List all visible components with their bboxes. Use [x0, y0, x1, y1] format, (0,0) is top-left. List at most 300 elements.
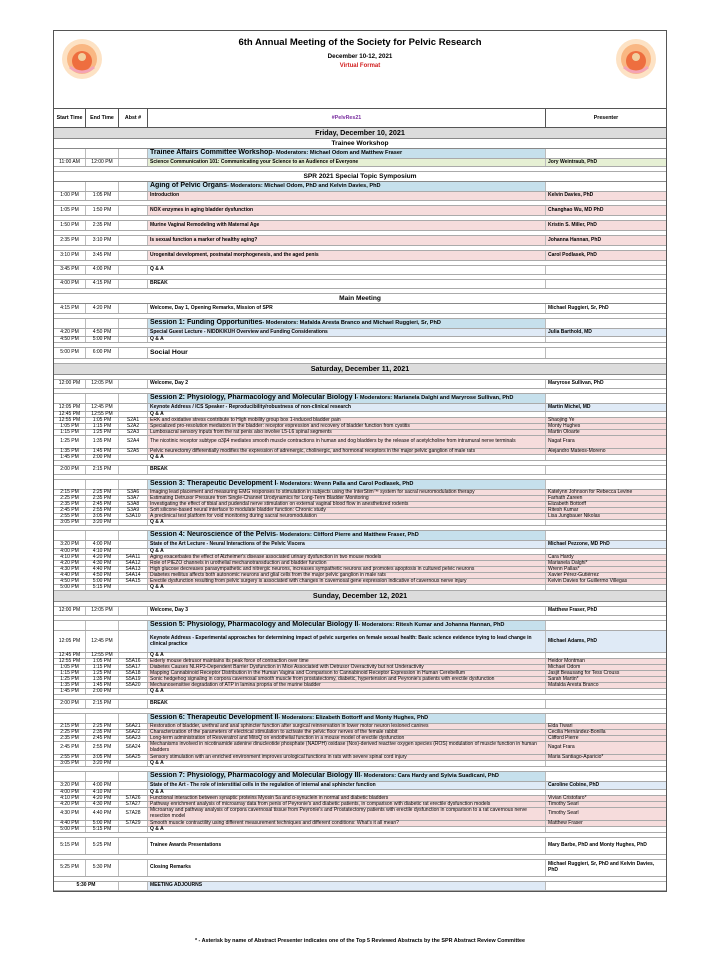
presenter-name: Kelvin Davies for Guillermo Villegas [546, 579, 666, 584]
session-title [148, 182, 546, 191]
presenter-name: Carol Podlasek, PhD [546, 251, 666, 260]
start-time: 2:35 PM [54, 236, 86, 245]
start-time: 2:55 PM [54, 514, 86, 519]
empty-cell [54, 319, 86, 328]
day-heading: Sunday, December 12, 2021 [54, 591, 666, 602]
program-header [54, 31, 666, 109]
schedule-row [54, 280, 666, 289]
session-moderators: - Moderators: Marianela Dalghi and Maryrose Sullivan, PhD [356, 395, 514, 402]
talk-title: NOX enzymes in aging bladder dysfunction [148, 206, 546, 215]
session-heading-row [54, 319, 666, 329]
session-name: Trainee Affairs Committee Workshop [150, 149, 273, 157]
abstract-number: S5A20 [119, 683, 148, 688]
empty-cell [54, 772, 86, 781]
session-moderators: - Moderators: Cara Hardy and Sylvia Suadicani, PhD [360, 773, 499, 780]
end-time: 2:35 PM [86, 496, 119, 501]
talk-title: Diabetes Causes NLRP3-Dependent Barrier Dysfunction in Mice Associated with Detrusor Overactivity but not Underactivity [148, 665, 546, 670]
schedule-row [54, 541, 666, 549]
end-time: 4:30 PM [86, 802, 119, 807]
end-time: 2:35 PM [86, 221, 119, 230]
empty-cell [119, 149, 148, 158]
abstract-number: S5A16 [119, 659, 148, 664]
abstract-number [119, 329, 148, 336]
presenter-name: Marianela Dalghi* [546, 561, 666, 566]
schedule-row [54, 206, 666, 216]
adjourn-row [54, 882, 666, 891]
schedule-body [54, 128, 666, 891]
abstract-number [119, 860, 148, 876]
talk-title: Q & A [148, 455, 546, 460]
presenter-name: Changhao Wu, MD PhD [546, 206, 666, 215]
presenter-name [546, 337, 666, 342]
talk-title: Q & A [148, 827, 546, 832]
end-time: 12:55 PM [86, 653, 119, 658]
start-time: 3:05 PM [54, 761, 86, 766]
end-time: 5:15 PM [86, 585, 119, 590]
empty-cell [86, 772, 119, 781]
schedule-row [54, 348, 666, 359]
presenter-name [546, 280, 666, 288]
end-time: 4:10 PM [86, 790, 119, 795]
session-name: Session 7: Physiology, Pharmacology and Molecular Biology III [150, 772, 361, 780]
start-time: 4:10 PM [54, 796, 86, 801]
empty-cell [86, 319, 119, 328]
start-time: 1:25 PM [54, 436, 86, 448]
schedule-row [54, 380, 666, 389]
talk-title: Q & A [148, 412, 546, 417]
end-time: 4:40 PM [86, 567, 119, 572]
session-heading-row [54, 772, 666, 782]
session-title [148, 772, 546, 781]
end-time: 4:00 PM [86, 782, 119, 789]
empty-cell [546, 319, 666, 328]
start-time: 2:15 PM [54, 490, 86, 495]
presenter-name: Mary Barbe, PhD and Monty Hughes, PhD [548, 842, 647, 849]
start-time: 3:20 PM [54, 541, 86, 548]
abstract-number [119, 827, 148, 832]
presenter-name: Michael Ruggieri, Sr, PhD [548, 304, 609, 311]
presenter-name: Shaojing Ye [546, 418, 666, 423]
schedule-row [54, 251, 666, 261]
abstract-number [119, 466, 148, 474]
empty-cell [86, 182, 119, 191]
empty-cell [54, 480, 86, 489]
talk-title: Science Communication 101: Communicating your Science to an Audience of Everyone [148, 159, 546, 166]
abstract-number: S3A7 [119, 496, 148, 501]
talk-title: ERK and oxidative stress contribute to High mobility group box 1-induced bladder pain [148, 418, 546, 423]
talk-title: Smooth muscle contractility using different measurement techniques and different conditions: What's it all mean? [148, 821, 546, 826]
talk-title: Q & A [148, 549, 546, 554]
abstract-number: S2A1 [119, 418, 148, 423]
presenter-name: Caroline Cobine, PhD [546, 782, 666, 789]
start-time: 1:45 PM [54, 689, 86, 694]
end-time: 4:50 PM [86, 329, 119, 336]
empty-cell [86, 480, 119, 489]
end-time: 12:00 PM [86, 159, 119, 166]
abstract-number: S2A5 [119, 449, 148, 454]
talk-title: Soft silicone-based neural interface to modulate bladder function: Chronic study [148, 508, 546, 513]
talk-title: Sonic hedgehog signaling in corpora cavernosal smooth muscle from prostatectomy, diabetic, hypertension and Peyronie's patients with erectile dysfunction [148, 677, 546, 682]
start-time: 2:55 PM [54, 755, 86, 760]
abstract-number [119, 455, 148, 460]
presenter-name: Clifford Pierre [546, 736, 666, 741]
session-moderators: - Moderators: Michael Odom and Matthew Fraser [272, 150, 403, 157]
start-time: 4:00 PM [54, 280, 86, 288]
session-name: Session 4: Neuroscience of the Pelvis [150, 531, 277, 539]
abstract-number: S7A27 [119, 802, 148, 807]
talk-title: Mechanosensitive degradation of ATP in lamina propria of the murine bladder [148, 683, 546, 688]
end-time: 1:25 PM [86, 430, 119, 435]
session-moderators: - Moderators: Mafalda Aresta Branco and Michael Ruggieri, Sr, PhD [262, 320, 441, 327]
talk-title: BREAK [148, 466, 546, 474]
start-time: 3:10 PM [54, 251, 86, 260]
end-time: 4:10 PM [86, 549, 119, 554]
schedule-row [54, 631, 666, 653]
presenter-name [546, 585, 666, 590]
meeting-dates: December 10-12, 2021 [327, 53, 393, 60]
start-time: 4:50 PM [54, 579, 86, 584]
abstract-number: S6A21 [119, 724, 148, 729]
talk-title: Keynote Address - Experimental approaches for determining impact of pelvic surgeries on female sexual health: Basic science evidence trying to lead change in clinical practice [148, 631, 546, 652]
end-time: 1:45 PM [86, 683, 119, 688]
end-time: 5:30 PM [86, 860, 119, 876]
end-time: 3:10 PM [86, 236, 119, 245]
empty-cell [86, 531, 119, 540]
presenter-name: Wrenn Pallas* [546, 567, 666, 572]
empty-cell [546, 621, 666, 630]
talk-title: Q & A [148, 266, 546, 274]
talk-title: Long-term administration of Resveratrol and MitoQ on endothelial function in a mouse model of erectile dysfunction [148, 736, 546, 741]
presenter-name: Maryrose Sullivan, PhD [548, 380, 604, 387]
abstract-number: S2A4 [119, 436, 148, 448]
start-time: 2:35 PM [54, 736, 86, 741]
empty-cell [546, 182, 666, 191]
start-time: 1:25 PM [54, 677, 86, 682]
end-time: 3:20 PM [86, 761, 119, 766]
start-time: 1:15 PM [54, 430, 86, 435]
column-presenter: Presenter [593, 114, 619, 121]
end-time: 2:00 PM [86, 689, 119, 694]
abstract-number: S6A23 [119, 736, 148, 741]
session-title [148, 531, 546, 540]
end-time: 6:00 PM [86, 348, 119, 358]
abstract-number [119, 251, 148, 260]
start-time: 3:45 PM [54, 266, 86, 274]
day-heading: Saturday, December 11, 2021 [54, 364, 666, 375]
end-time: 2:45 PM [86, 736, 119, 741]
talk-title: State of the Art Lecture - Neural Interactions of the Pelvic Viscera [148, 541, 546, 548]
start-time: 4:50 PM [54, 337, 86, 342]
empty-cell [86, 149, 119, 158]
start-time: 5:30 PM [54, 882, 119, 890]
talk-title: Welcome, Day 1, Opening Remarks, Mission of SPR [148, 304, 546, 313]
end-time: 3:05 PM [86, 755, 119, 760]
schedule-row [54, 607, 666, 616]
presenter-name [546, 689, 666, 694]
presenter-name: Kristin S. Miller, PhD [546, 221, 666, 230]
talk-title: Lumbosacral sensory inputs from the rat penis also involve L5-L6 spinal segments [148, 430, 546, 435]
talk-title: Social Hour [148, 348, 546, 358]
end-time: 4:20 PM [86, 555, 119, 560]
talk-title: Q & A [148, 337, 546, 342]
end-time: 2:35 PM [86, 730, 119, 735]
session-heading-row [54, 394, 666, 404]
abstract-number [119, 631, 148, 652]
abstract-number [119, 541, 148, 548]
start-time: 2:00 PM [54, 466, 86, 474]
empty-cell [54, 531, 86, 540]
empty-cell [119, 621, 148, 630]
session-moderators: - Moderators: Michael Odom, PhD and Kelvin Davies, PhD [227, 183, 381, 190]
start-time: 1:15 PM [54, 671, 86, 676]
talk-title: Q & A [148, 689, 546, 694]
talk-title: Mapping Cannabinoid Receptor Distribution in the Human Vagina and Comparison to Cannabinoid Receptor Expression in Human Cerebellum [148, 671, 546, 676]
end-time: 3:05 PM [86, 514, 119, 519]
start-time: 4:15 PM [54, 304, 86, 313]
start-time: 2:00 PM [54, 700, 86, 708]
empty-cell [54, 149, 86, 158]
presenter-name: Johanna Hannan, PhD [546, 236, 666, 245]
column-abstract: Abst # [119, 109, 148, 127]
abstract-number [119, 159, 148, 166]
schedule-row [54, 266, 666, 275]
end-time: 12:45 PM [86, 404, 119, 411]
talk-title: A preclinical test platform for void monitoring during sacral neuromodulation [148, 514, 546, 519]
start-time: 4:40 PM [54, 821, 86, 826]
abstract-number: S3A10 [119, 514, 148, 519]
abstract-number: S6A25 [119, 755, 148, 760]
abstract-number [119, 304, 148, 313]
program-sheet [53, 30, 667, 892]
session-heading-row [54, 531, 666, 541]
end-time: 4:50 PM [86, 573, 119, 578]
talk-title: Pathway enrichment analysis of microarray data from penis of Peyronie's and diabetic patients, in comparison with diabetic rat erectile dysfunction models [148, 802, 546, 807]
abstract-number: S7A28 [119, 808, 148, 820]
meeting-title: 6th Annual Meeting of the Society for Pelvic Research [238, 37, 482, 48]
end-time: 1:05 PM [86, 659, 119, 664]
start-time: 12:55 PM [54, 418, 86, 423]
talk-title: Erectile dysfunction resulting from pelvic surgery is associated with changes in cavernosal gene expression indicative of cavernous nerve injury [148, 579, 546, 584]
talk-title: Estimating Detrusor Pressure from Single-Channel Urodynamics for Long-Term Bladder Monitoring [148, 496, 546, 501]
presenter-name: Nagat Frara [546, 742, 666, 754]
talk-title: Pelvic neurectomy differentially modifies the expression of adrenergic, cholinergic, and hormonal receptors in the major pelvic ganglion of male rats [148, 449, 546, 454]
abstract-number: S2A2 [119, 424, 148, 429]
end-time: 1:25 PM [86, 671, 119, 676]
abstract-number: S5A17 [119, 665, 148, 670]
session-heading-row [54, 149, 666, 159]
schedule-row [54, 782, 666, 790]
start-time: 2:25 PM [54, 496, 86, 501]
presenter-name: Sarah Martin* [546, 677, 666, 682]
section-heading: Main Meeting [54, 294, 666, 304]
start-time: 5:00 PM [54, 585, 86, 590]
presenter-name [546, 266, 666, 274]
day-heading: Friday, December 10, 2021 [54, 128, 666, 139]
session-title [148, 621, 546, 630]
abstract-number [119, 520, 148, 525]
presenter-name: Monty Hughes [546, 424, 666, 429]
end-time: 4:20 PM [86, 796, 119, 801]
talk-title: Mechanisms involved in nicotinamide adenine dinucleotide phosphate (NADPH) oxidase (Nox)-derived reactive oxygen species (ROS) modulation of muscle function in human bladders [148, 742, 546, 754]
start-time: 1:45 PM [54, 455, 86, 460]
talk-title: State of the Art - The role of interstitial cells in the regulation of internal anal sphincter function [148, 782, 546, 789]
end-time: 3:45 PM [86, 251, 119, 260]
start-time: 2:15 PM [54, 724, 86, 729]
talk-title: Murine Vaginal Remodeling with Maternal Age [148, 221, 546, 230]
start-time: 1:50 PM [54, 221, 86, 230]
start-time: 4:00 PM [54, 790, 86, 795]
session-name: Session 2: Physiology, Pharmacology and Molecular Biology I [150, 394, 357, 402]
start-time: 4:00 PM [54, 549, 86, 554]
end-time: 4:00 PM [86, 266, 119, 274]
presenter-name: Michael Ruggieri, Sr, PhD and Kelvin Davies, PhD [548, 861, 655, 873]
start-time: 12:00 PM [54, 380, 86, 388]
abstract-number [119, 206, 148, 215]
abstract-number [119, 221, 148, 230]
session-name: Session 6: Therapeutic Development II [150, 714, 279, 722]
talk-title: Introduction [148, 192, 546, 200]
abstract-number: S3A8 [119, 502, 148, 507]
schedule-row [54, 236, 666, 246]
footnote: * - Asterisk by name of Abstract Presenter indicates one of the Top 5 Reviewed Abstracts by the SPR Abstract Review Committee [194, 938, 526, 944]
empty-cell [54, 394, 86, 403]
talk-title: Elderly mouse detrusor maintains its peak force of contraction over time [148, 659, 546, 664]
empty-cell [119, 714, 148, 723]
talk-title: High glucose decreases parasympathetic and nitrergic neurons, increases sympathetic neurons and promotes apoptosis in cultured pelvic neurons [148, 567, 546, 572]
presenter-name [546, 700, 666, 708]
abstract-number [119, 280, 148, 288]
presenter-name: Jory Weintraub, PhD [546, 159, 666, 166]
talk-title: Aging exacerbates the effect of Alzheimer's disease associated urinary dysfunction in two mouse models [148, 555, 546, 560]
talk-title: Q & A [148, 585, 546, 590]
end-time: 5:00 PM [86, 821, 119, 826]
abstract-number: S4A14 [119, 573, 148, 578]
end-time: 2:25 PM [86, 724, 119, 729]
end-time: 12:45 PM [86, 631, 119, 652]
empty-cell [54, 714, 86, 723]
empty-cell [546, 394, 666, 403]
session-title [148, 394, 546, 403]
presenter-name [546, 466, 666, 474]
end-time: 1:05 PM [86, 192, 119, 200]
presenter-name: Martin Oloarte [546, 430, 666, 435]
end-time: 1:15 PM [86, 424, 119, 429]
start-time: 5:25 PM [54, 860, 86, 876]
presenter-name: Matthew Fraser [546, 821, 666, 826]
start-time: 5:00 PM [54, 827, 86, 832]
end-time: 1:05 PM [86, 418, 119, 423]
session-title [148, 714, 546, 723]
talk-title: Diabetes mellitus affects both autonomic neurons and glial cells from the major pelvic ganglion in male rats [148, 573, 546, 578]
presenter-name: Jasjit Beausang for Tess Crouss [546, 671, 666, 676]
session-moderators: - Moderators: Wrenn Palla and Carol Podlasek, PhD [276, 481, 414, 488]
end-time: 5:15 PM [86, 827, 119, 832]
presenter-name: Ritesh Kumar [546, 508, 666, 513]
abstract-number [119, 782, 148, 789]
start-time: 1:05 PM [54, 424, 86, 429]
end-time: 2:55 PM [86, 742, 119, 754]
empty-cell [119, 772, 148, 781]
presenter-name: Martin Michel, MD [546, 404, 666, 411]
start-time: 4:40 PM [54, 573, 86, 578]
end-time: 1:35 PM [86, 436, 119, 448]
start-time: 12:55 PM [54, 659, 86, 664]
session-moderators: - Moderators: Elizabeth Bottorff and Monty Hughes, PhD [278, 715, 429, 722]
session-name: Session 5: Physiology, Pharmacology and Molecular Biology II [150, 621, 359, 629]
schedule-row [54, 860, 666, 877]
start-time: 1:05 PM [54, 206, 86, 215]
session-moderators: - Moderators: Clifford Pierre and Matthew Fraser, PhD [276, 532, 419, 539]
start-time: 2:45 PM [54, 508, 86, 513]
start-time: 3:05 PM [54, 520, 86, 525]
meeting-format: Virtual Format [339, 63, 381, 69]
talk-title: Trainee Awards Presentations [148, 838, 546, 854]
talk-title: Special Guest Lecture - NIDDK/KUH Overview and Funding Considerations [148, 329, 546, 336]
start-time: 4:20 PM [54, 329, 86, 336]
start-time: 12:00 PM [54, 607, 86, 615]
talk-title: BREAK [148, 280, 546, 288]
abstract-number: S2A3 [119, 430, 148, 435]
abstract-number [119, 585, 148, 590]
talk-title: Imaging lead placement and measuring EMG responses to stimulation in subjects using the InterStim™ system for sacral neuromodulation therapy [148, 490, 546, 495]
presenter-name: Elizabeth Bottorff [546, 502, 666, 507]
abstract-number [119, 236, 148, 245]
meeting-hashtag: #PelvRes21 [148, 109, 546, 127]
end-time: 2:00 PM [86, 455, 119, 460]
presenter-name: Nagat Frara [546, 436, 666, 448]
column-header-row [54, 109, 666, 128]
end-time: 2:15 PM [86, 700, 119, 708]
presenter-name: Farhath Zareen [546, 496, 666, 501]
schedule-row [54, 329, 666, 337]
talk-title: Q & A [148, 653, 546, 658]
start-time: 4:20 PM [54, 802, 86, 807]
abstract-number [119, 266, 148, 274]
start-time: 5:00 PM [54, 348, 86, 358]
end-time: 2:25 PM [86, 490, 119, 495]
abstract-number [119, 700, 148, 708]
start-time: 5:15 PM [54, 838, 86, 854]
empty-cell [119, 394, 148, 403]
talk-title: Q & A [148, 790, 546, 795]
end-time: 12:05 PM [86, 380, 119, 388]
end-time: 1:35 PM [86, 677, 119, 682]
end-time: 4:30 PM [86, 561, 119, 566]
empty-cell [119, 182, 148, 191]
presenter-name: Julia Barthold, MD [546, 329, 666, 336]
session-name: Aging of Pelvic Organs [150, 182, 228, 190]
talk-title: Specialized pro-resolution mediators in the bladder: receptor expression and recovery of bladder function from cystitis [148, 424, 546, 429]
start-time: 1:00 PM [54, 192, 86, 200]
session-moderators: - Moderators: Ritesh Kumar and Johanna Hannan, PhD [358, 622, 505, 629]
empty-cell [119, 531, 148, 540]
talk-title: Welcome, Day 3 [148, 607, 546, 615]
talk-title: Q & A [148, 520, 546, 525]
presenter-name: Cara Hardy [546, 555, 666, 560]
start-time: 4:20 PM [54, 561, 86, 566]
schedule-row [54, 700, 666, 709]
abstract-number: S4A13 [119, 567, 148, 572]
session-name: Session 1: Funding Opportunities [150, 319, 263, 327]
start-time: 12:45 PM [54, 412, 86, 417]
talk-title: Restoration of bladder, urethral and anal sphincter function after surgical reinnervation in lower motor neuron lesioned canines [148, 724, 546, 729]
talk-title: Urogenital development, postnatal morphogenesis, and the aged penis [148, 251, 546, 260]
end-time: 4:00 PM [86, 541, 119, 548]
presenter-name: Timothy Searl [546, 802, 666, 807]
abstract-number [119, 838, 148, 854]
abstract-number: S4A12 [119, 561, 148, 566]
presenter-name: Michael Pezzone, MD PhD [546, 541, 666, 548]
